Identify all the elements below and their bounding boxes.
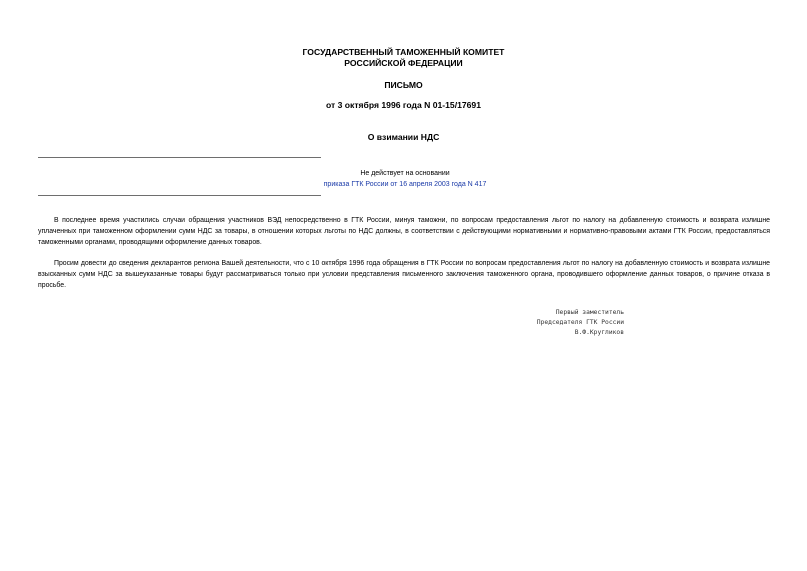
body-paragraph-1: В последнее время участились случаи обращения участников ВЭД непосредственно в ГТК России, минуя таможни, по вопросам предоставления льгот по налогу на добавленную стоимость и возврата излишне уплаченных при таможенном оформлении сумм НДС за товары, в отношении которых льготы по НДС должны, в соответствии с действующими нормативными и нормативно-правовыми актами ГТК России, предоставляться таможенными органами, проводящими оформление данных товаров. (38, 217, 770, 246)
document-title: О взимании НДС (367, 132, 440, 142)
issuing-authority-line1: ГОСУДАРСТВЕННЫЙ ТАМОЖЕННЫЙ КОМИТЕТ (302, 47, 505, 57)
status-note-link-container (300, 179, 510, 190)
divider-top (38, 157, 321, 158)
signature-position-line1: Первый заместитель (555, 309, 624, 316)
issuing-authority-line2: РОССИЙСКОЙ ФЕДЕРАЦИИ (344, 58, 463, 68)
repeal-order-link[interactable]: приказа ГТК России от 16 апреля 2003 года N 417 (323, 181, 487, 188)
document-date-number: от 3 октября 1996 года N 01-15/17691 (325, 100, 481, 110)
signature-name: В.Ф.Кругликов (574, 329, 624, 336)
status-note: Не действует на основании (360, 170, 450, 177)
document-type: ПИСЬМО (384, 80, 423, 90)
body-paragraph-2: Просим довести до сведения декларантов региона Вашей деятельности, что с 10 октября 1996 года обращения в ГТК России по вопросам предоставления льгот по налогу на добавленную стоимость и возврата излишне взысканных сумм НДС за вышеуказанные товары будут рассматриваться только при условии представления письменного заключения таможенного органа, проводившего оформление данных товаров, о причине отказа в просьбе. (38, 260, 770, 289)
signature-position-line2: Председателя ГТК России (536, 319, 624, 326)
divider-bottom (38, 195, 321, 196)
